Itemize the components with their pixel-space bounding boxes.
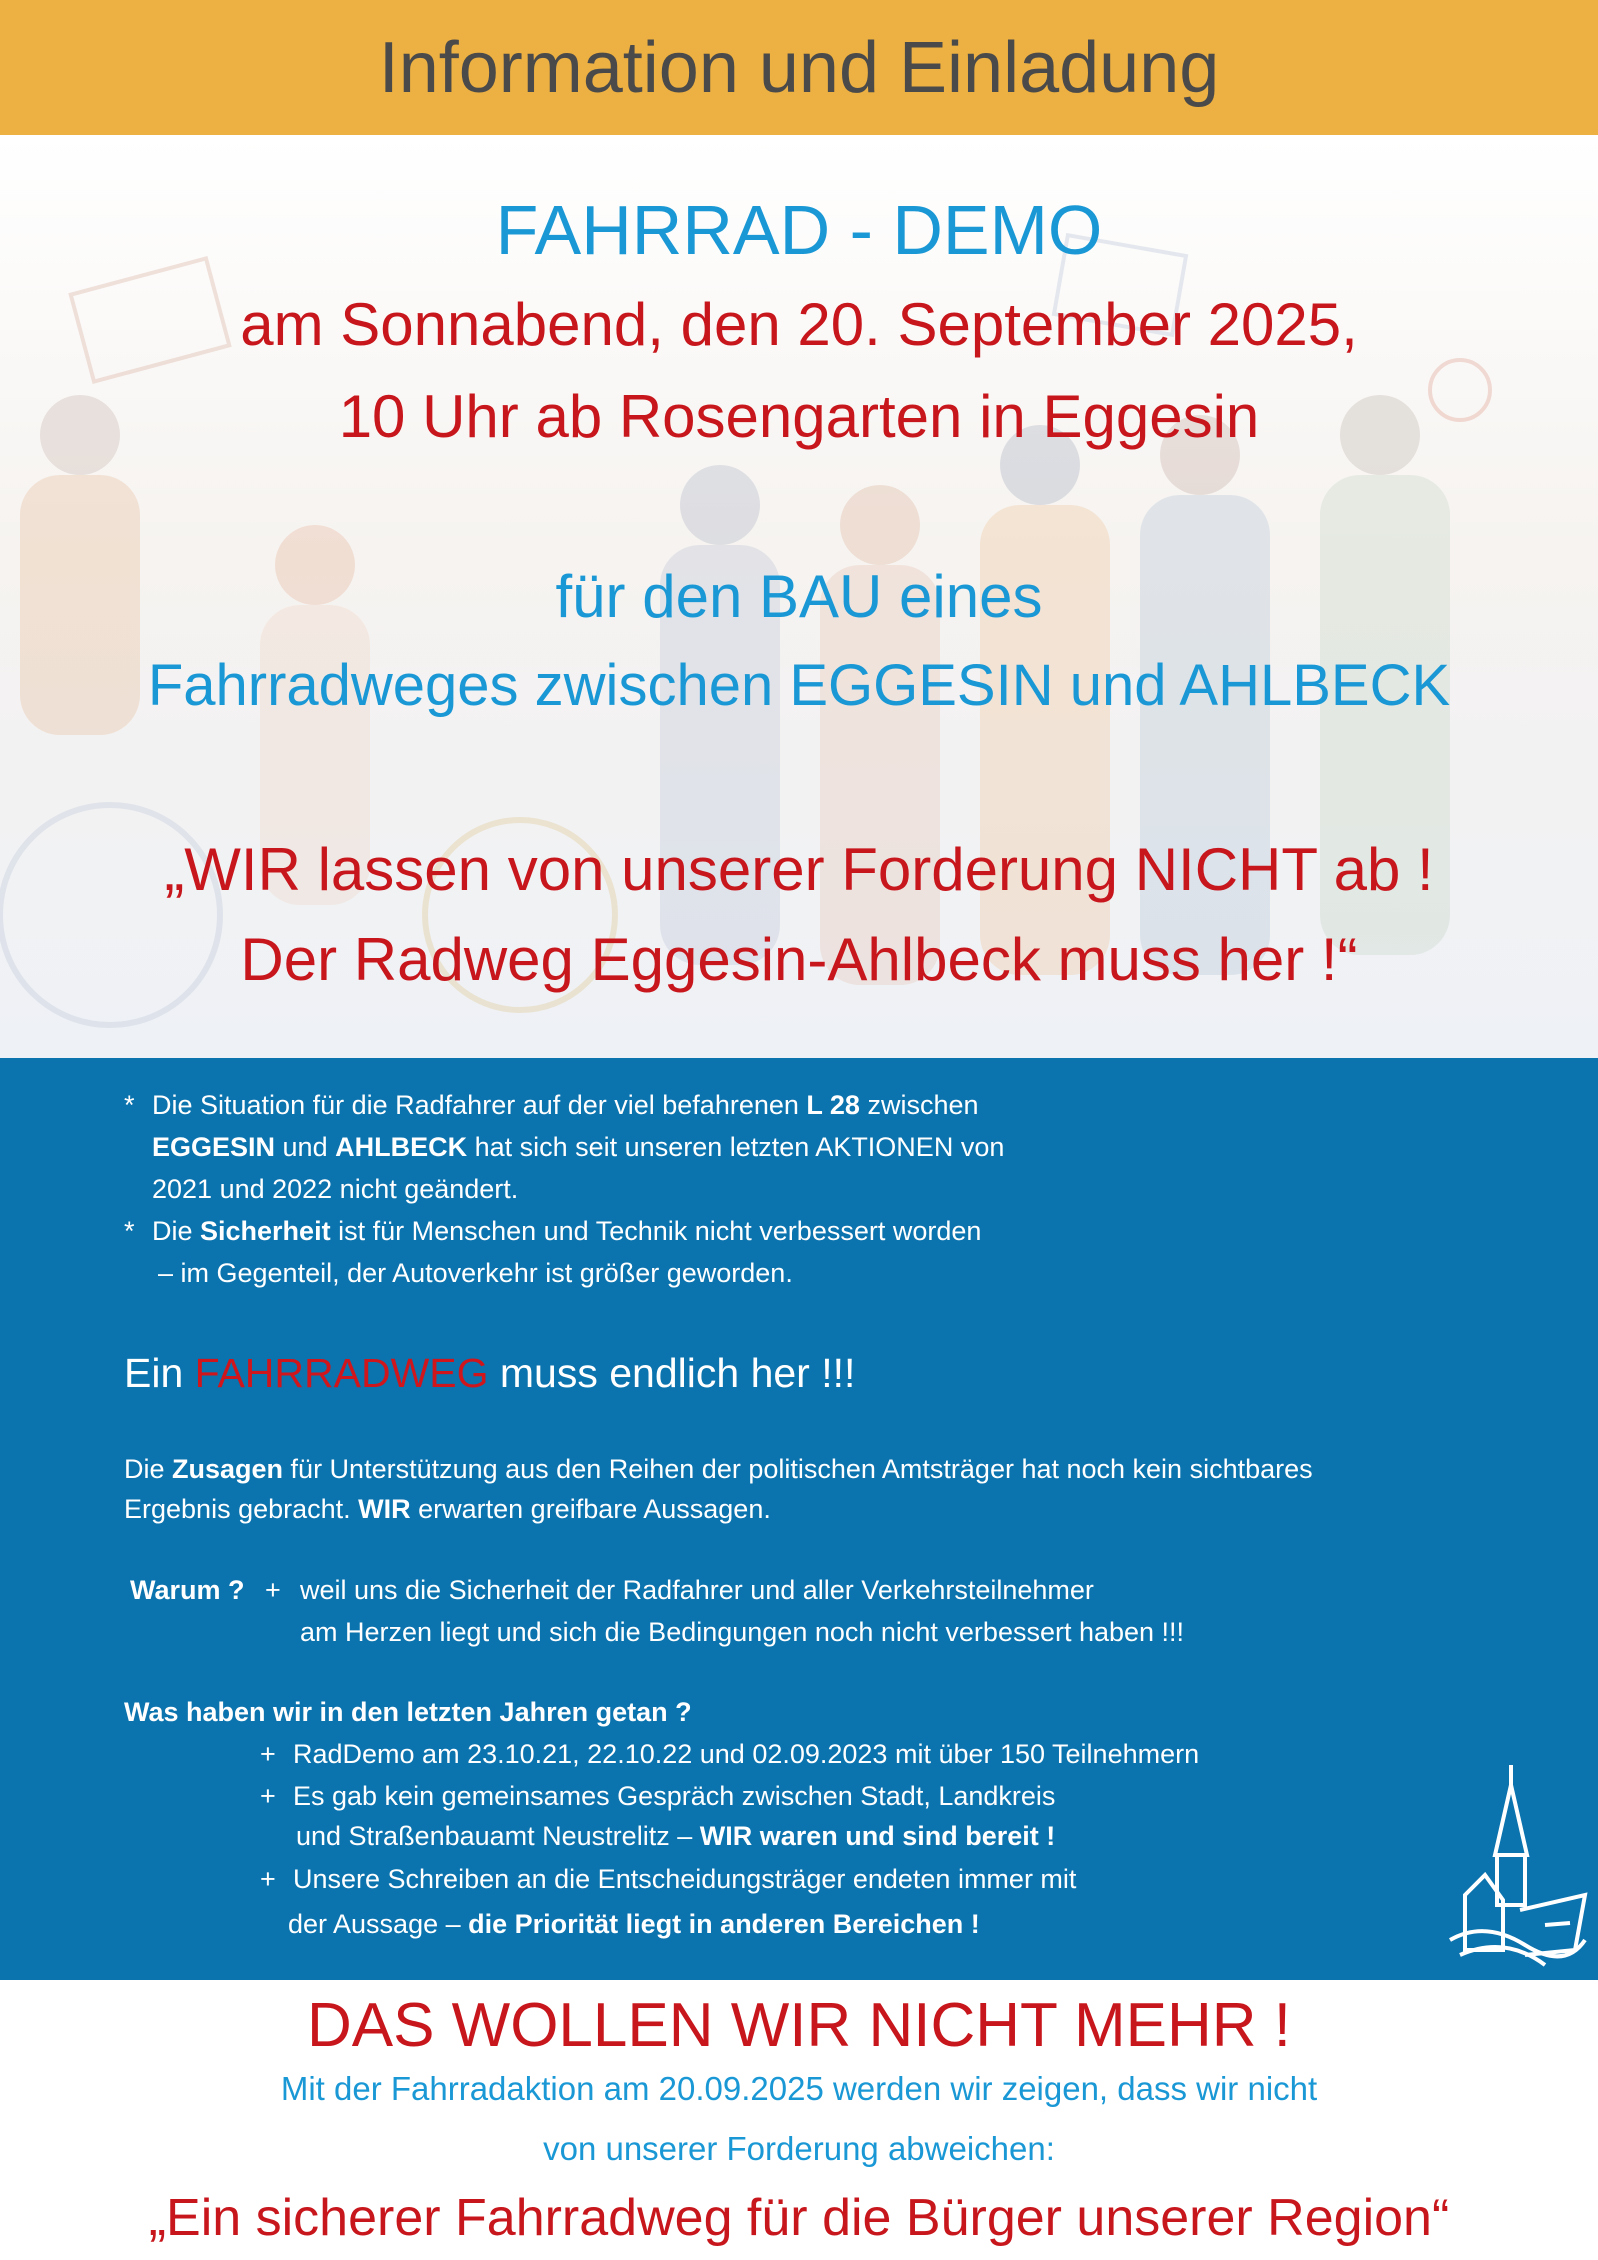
quote-line-2: Der Radweg Eggesin-Ahlbeck muss her !“ (240, 926, 1358, 993)
plus-mark: + (265, 1575, 281, 1605)
bullet1-line3: 2021 und 2022 nicht geändert. (152, 1174, 519, 1204)
footer-line1: Mit der Fahrradaktion am 20.09.2025 werden wir zeigen, dass wir nicht (280, 2070, 1318, 2107)
bullet1-line1: Die Situation für die Radfahrer auf der viel befahrenen L 28 zwischen (152, 1090, 979, 1120)
town-church-logo-icon (1445, 1765, 1590, 1970)
bullet-mark: * (124, 1090, 135, 1120)
bullet2-line2: – im Gegenteil, der Autoverkehr ist größer geworden. (158, 1258, 793, 1288)
warum-line2: am Herzen liegt und sich die Bedingungen noch nicht verbessert haben !!! (300, 1617, 1185, 1647)
event-title: FAHRRAD - DEMO (495, 191, 1103, 269)
purpose-line-1: für den BAU eines (555, 563, 1043, 630)
was-item3-line1: Unsere Schreiben an die Entscheidungsträger endeten immer mit (293, 1864, 1077, 1894)
footer-line2: von unserer Forderung abweichen: (543, 2130, 1055, 2167)
was-heading: Was haben wir in den letzten Jahren getan ? (124, 1697, 692, 1727)
plus-mark: + (260, 1739, 276, 1769)
footer-headline: DAS WOLLEN WIR NICHT MEHR ! (306, 1991, 1292, 2060)
was-item2-line1: Es gab kein gemeinsames Gespräch zwischen Stadt, Landkreis (293, 1781, 1056, 1811)
slogan: Ein FAHRRADWEG muss endlich her !!! (124, 1350, 856, 1396)
was-item3-line2: der Aussage – die Priorität liegt in anderen Bereichen ! (288, 1909, 980, 1939)
warum-line1: weil uns die Sicherheit der Radfahrer und aller Verkehrsteilnehmer (300, 1575, 1094, 1605)
header-title: Information und Einladung (378, 27, 1220, 108)
footer-quote: „Ein sicherer Fahrradweg für die Bürger unserer Region“ (148, 2189, 1450, 2247)
was-item1: RadDemo am 23.10.21, 22.10.22 und 02.09.2023 mit über 150 Teilnehmern (293, 1739, 1200, 1769)
warum-label: Warum ? (130, 1575, 245, 1605)
purpose-line-2: Fahrradweges zwischen EGGESIN und AHLBECK (147, 653, 1451, 718)
event-time-location: 10 Uhr ab Rosengarten in Eggesin (338, 383, 1260, 450)
event-date: am Sonnabend, den 20. September 2025, (240, 291, 1358, 358)
zusagen-line2: Ergebnis gebracht. WIR erwarten greifbare Aussagen. (124, 1494, 771, 1524)
bullet-mark: * (124, 1216, 135, 1246)
zusagen-line1: Die Zusagen für Unterstützung aus den Reihen der politischen Amtsträger hat noch kein sichtbares (124, 1454, 1313, 1484)
plus-mark: + (260, 1781, 276, 1811)
was-item2-line2: und Straßenbauamt Neustrelitz – WIR waren und sind bereit ! (296, 1821, 1056, 1851)
header-banner (0, 0, 1598, 135)
quote-line-1: „WIR lassen von unserer Forderung NICHT ab ! (164, 836, 1434, 903)
bullet2-line1: Die Sicherheit ist für Menschen und Technik nicht verbessert worden (152, 1216, 982, 1246)
bullet1-line2: EGGESIN und AHLBECK hat sich seit unseren letzten AKTIONEN von (152, 1132, 1005, 1162)
plus-mark: + (260, 1864, 276, 1894)
